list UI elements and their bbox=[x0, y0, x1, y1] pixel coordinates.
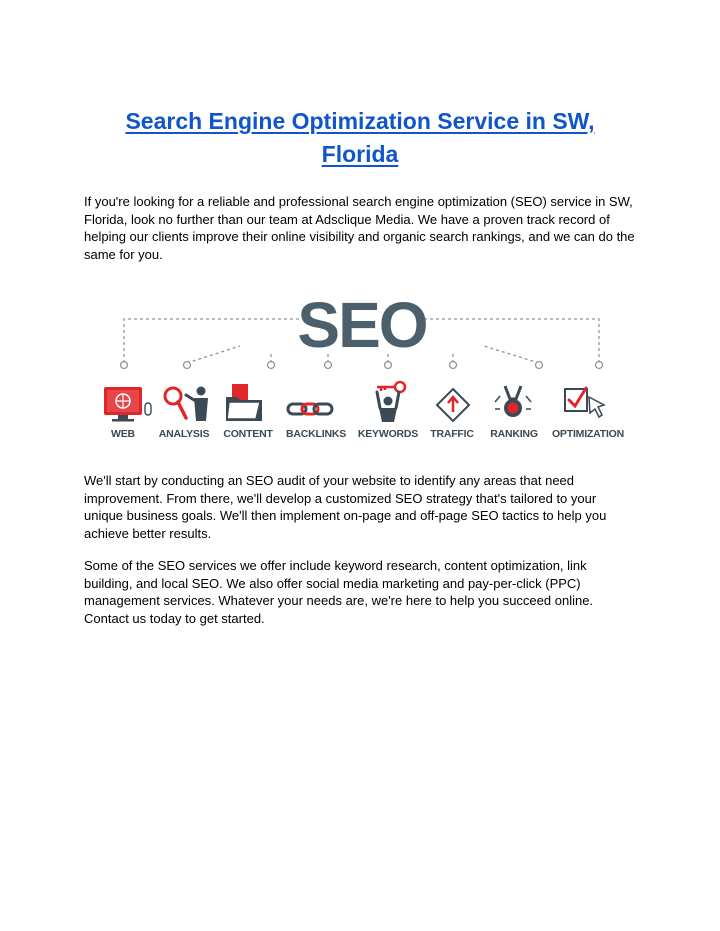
label-analysis: ANALYSIS bbox=[158, 428, 210, 440]
label-optimization: OPTIMIZATION bbox=[551, 428, 625, 440]
label-backlinks: BACKLINKS bbox=[285, 428, 347, 440]
label-ranking: RANKING bbox=[490, 428, 538, 440]
seo-heading: SEO bbox=[297, 289, 427, 361]
checklist-cursor-icon bbox=[565, 388, 604, 417]
medal-icon bbox=[495, 386, 531, 417]
strategy-paragraph: We'll start by conducting an SEO audit of your website to identify any areas that need improvement. From there, we'll develop a customized SEO strategy that's tailored to your unique business goals. We'll then implement on-page and off-page SEO tactics to help you achieve better results. bbox=[84, 473, 607, 541]
monitor-globe-icon bbox=[104, 387, 151, 422]
magnifier-person-icon bbox=[165, 387, 208, 422]
label-traffic: TRAFFIC bbox=[430, 428, 474, 440]
label-web: WEB bbox=[111, 428, 135, 440]
seo-infographic bbox=[90, 283, 630, 453]
label-keywords: KEYWORDS bbox=[357, 428, 419, 440]
connector-dots bbox=[121, 362, 603, 369]
title-block bbox=[84, 105, 636, 171]
chain-link-icon bbox=[288, 404, 332, 414]
arrow-sign-icon bbox=[437, 389, 469, 421]
folder-icon bbox=[226, 384, 262, 421]
page-title-link[interactable]: Search Engine Optimization Service in SW, Florida bbox=[125, 108, 595, 167]
services-paragraph: Some of the SEO services we offer include keyword research, content optimization, link building, and local SEO. We also offer social media marketing and pay-per-click (PPC) management services. Whatever your needs are, we're here to help you succeed online. Contact us today to get started. bbox=[84, 558, 594, 626]
person-key-icon bbox=[377, 382, 405, 422]
label-content: CONTENT bbox=[223, 428, 273, 440]
intro-paragraph: If you're looking for a reliable and professional search engine optimization (SEO) service in SW, Florida, look no further than our team at Adsclique Media. We have a proven track record of helping our clients improve their online visibility and organic search rankings, and we can do the same for you. bbox=[84, 194, 635, 262]
